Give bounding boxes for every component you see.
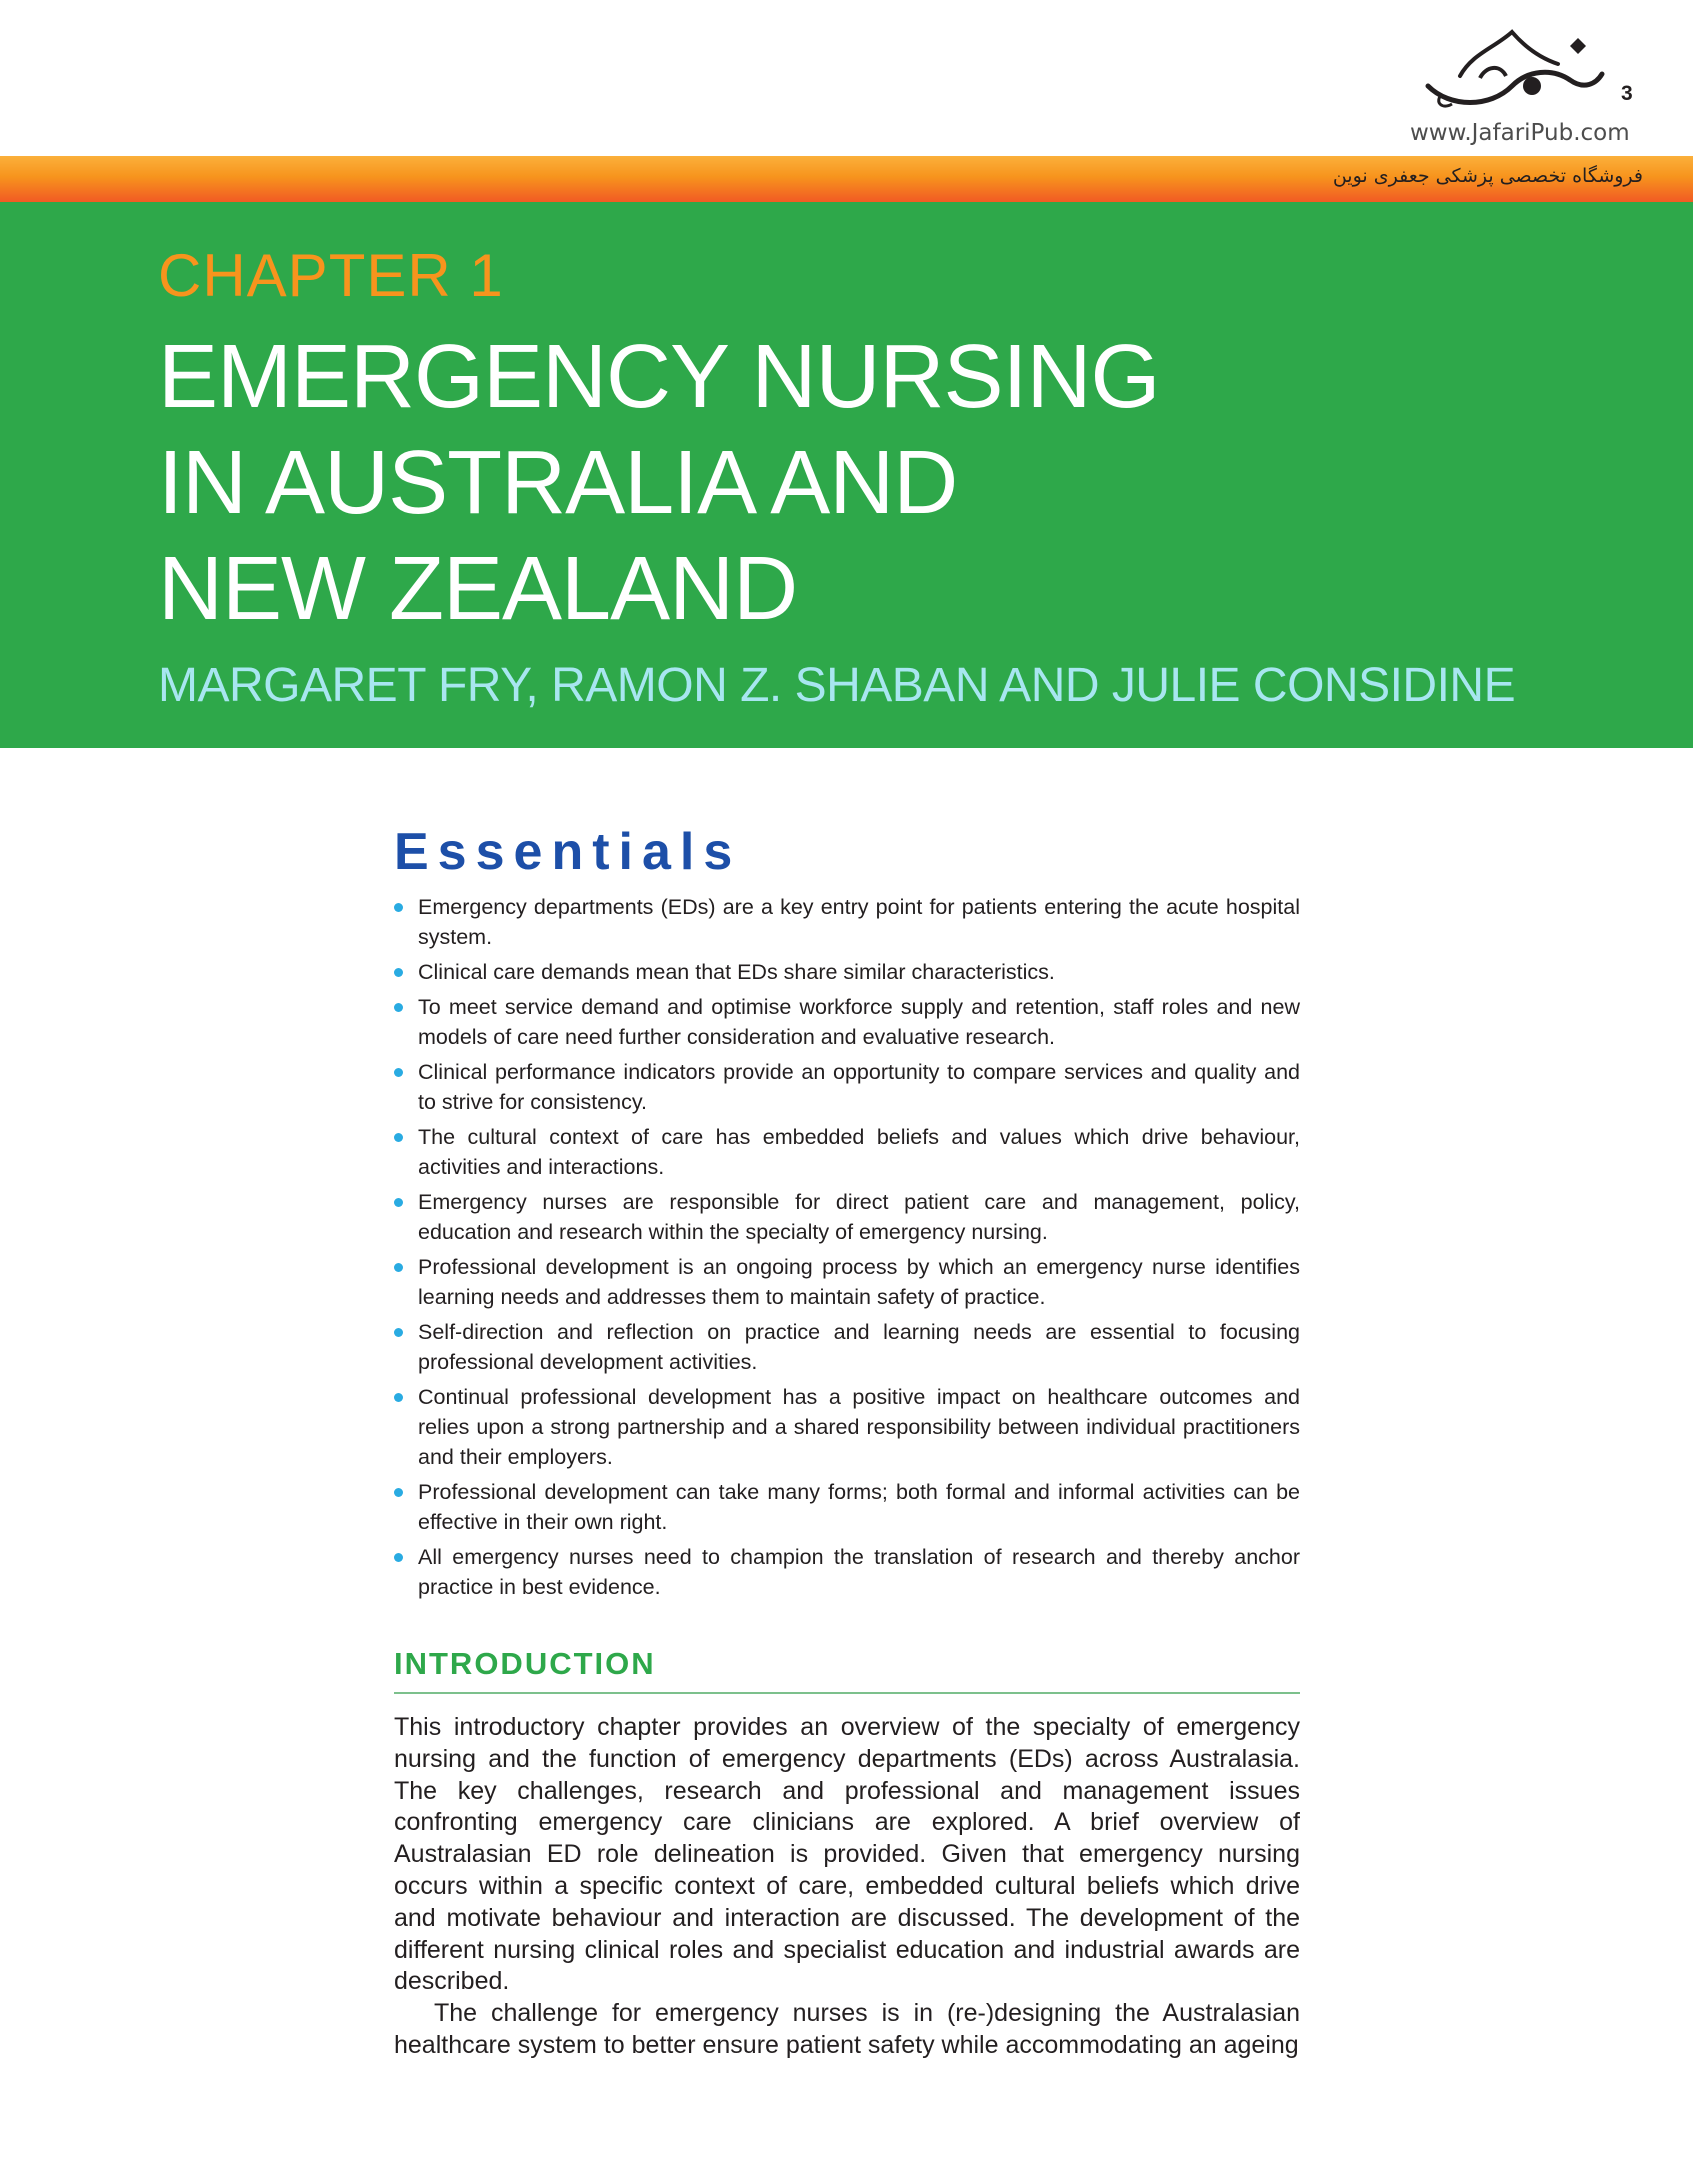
publisher-logo[interactable] [1410, 24, 1630, 150]
list-item [394, 1122, 1300, 1182]
list-item-text: Continual professional development has a positive impact on healthcare outcomes and relies upon a strong partnership and a shared responsibility between individual practitioners and their employers. [418, 1385, 1300, 1469]
essentials-list [394, 892, 1300, 1602]
list-item-text: Clinical care demands mean that EDs share similar characteristics. [418, 960, 1055, 984]
list-item [394, 1057, 1300, 1117]
bullet-dot-icon [394, 1198, 403, 1207]
main-content [394, 822, 1300, 2062]
header-band [0, 156, 1693, 202]
bullet-dot-icon [394, 1003, 403, 1012]
list-item [394, 1317, 1300, 1377]
bullet-dot-icon [394, 1133, 403, 1142]
introduction-heading: INTRODUCTION [394, 1646, 1300, 1694]
bullet-dot-icon [394, 1263, 403, 1272]
list-item-text: Emergency nurses are responsible for direct patient care and management, policy, education and research within the specialty of emergency nursing. [418, 1190, 1300, 1244]
bullet-dot-icon [394, 1488, 403, 1497]
bullet-dot-icon [394, 1328, 403, 1337]
introduction-body [394, 1712, 1300, 2062]
chapter-banner [0, 202, 1693, 748]
site-url[interactable]: www.JafariPub.com [1410, 120, 1630, 146]
page-number: 3 [1621, 82, 1633, 105]
list-item-text: Emergency departments (EDs) are a key entry point for patients entering the acute hospital system. [418, 895, 1300, 949]
chapter-label: CHAPTER 1 [158, 242, 504, 309]
paragraph: The challenge for emergency nurses is in (re-)designing the Australasian healthcare system to better ensure patient safety while accommodating an ageing [394, 1999, 1300, 2059]
calligraphy-logo-icon [1420, 24, 1610, 116]
list-item-text: Professional development is an ongoing process by which an emergency nurse identifies learning needs and addresses them to maintain safety of practice. [418, 1255, 1300, 1309]
list-item [394, 1542, 1300, 1602]
list-item-text: Clinical performance indicators provide an opportunity to compare services and quality and to strive for consistency. [418, 1060, 1300, 1114]
list-item [394, 1477, 1300, 1537]
bullet-dot-icon [394, 968, 403, 977]
list-item [394, 957, 1300, 987]
chapter-title-line: EMERGENCY NURSING [158, 327, 1160, 427]
essentials-heading: Essentials [394, 823, 742, 881]
chapter-title-line: NEW ZEALAND [158, 539, 798, 639]
bullet-dot-icon [394, 1553, 403, 1562]
chapter-authors: MARGARET FRY, RAMON Z. SHABAN AND JULIE CONSIDINE [158, 659, 1516, 712]
list-item-text: Professional development can take many forms; both formal and informal activities can be effective in their own right. [418, 1480, 1300, 1534]
chapter-title [158, 324, 1159, 642]
list-item [394, 1252, 1300, 1312]
list-item [394, 1187, 1300, 1247]
chapter-title-line: IN AUSTRALIA AND [158, 433, 958, 533]
list-item [394, 892, 1300, 952]
paragraph: This introductory chapter provides an overview of the specialty of emergency nursing and the function of emergency departments (EDs) across Australasia. The key challenges, research and professional and management issues confronting emergency care clinicians are explored. A brief overview of Australasian ED role delineation is provided. Given that emergency nursing occurs within a specific context of care, embedded cultural beliefs which drive and motivate behaviour and interaction are discussed. The development of the different nursing clinical roles and specialist education and industrial awards are described. [394, 1713, 1300, 1996]
bullet-dot-icon [394, 1068, 403, 1077]
list-item [394, 1382, 1300, 1472]
list-item [394, 992, 1300, 1052]
store-name: فروشگاه تخصصی پزشکی جعفری نوین [1332, 165, 1643, 187]
list-item-text: Self-direction and reflection on practice and learning needs are essential to focusing professional development activities. [418, 1320, 1300, 1374]
bullet-dot-icon [394, 1393, 403, 1402]
list-item-text: All emergency nurses need to champion the translation of research and thereby anchor practice in best evidence. [418, 1545, 1300, 1599]
bullet-dot-icon [394, 903, 403, 912]
list-item-text: To meet service demand and optimise workforce supply and retention, staff roles and new models of care need further consideration and evaluative research. [418, 995, 1300, 1049]
list-item-text: The cultural context of care has embedded beliefs and values which drive behaviour, activities and interactions. [418, 1125, 1300, 1179]
